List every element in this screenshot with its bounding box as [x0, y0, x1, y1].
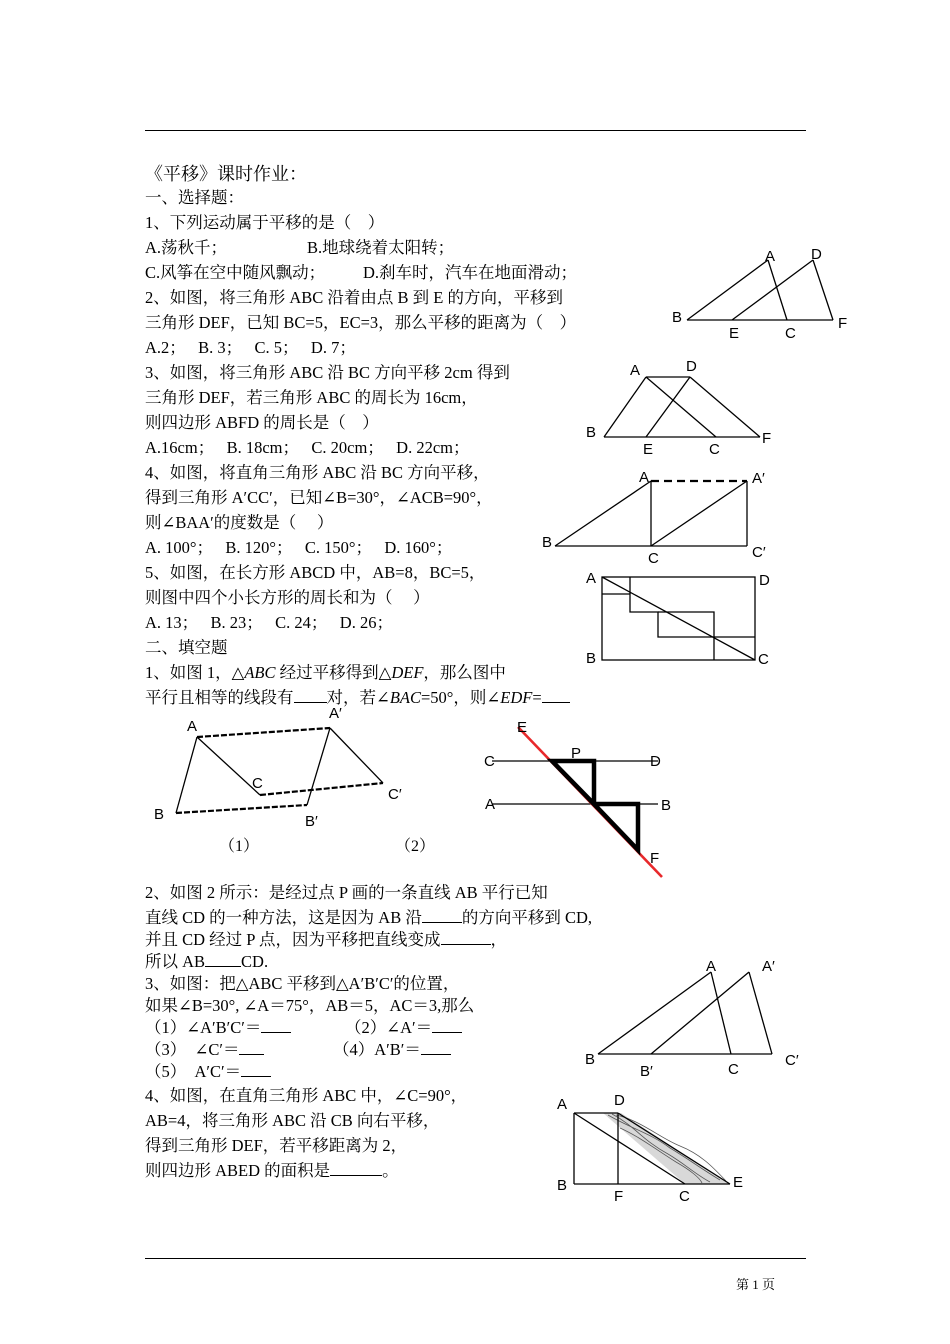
section-heading-fill: 二、填空题	[145, 638, 228, 657]
q3-line-3: 则四边形 ABFD 的周长是（ ）	[145, 413, 379, 432]
q4-figure	[540, 465, 780, 570]
f2-blank-line[interactable]	[441, 929, 491, 945]
f3-sub-3: （3） ∠C′＝	[145, 1039, 264, 1061]
f2-line-4: 所以 AB CD.	[145, 952, 269, 971]
q5-label-b: B	[586, 650, 597, 667]
q5-label-a: A	[586, 570, 597, 587]
f3-label-c-prime: C′	[785, 1052, 799, 1069]
f3-blank-1[interactable]	[261, 1017, 291, 1033]
f2-label-b: B	[661, 797, 672, 814]
q3-line-1: 3、如图，将三角形 ABC 沿 BC 方向平移 2cm 得到	[145, 363, 510, 382]
q1-stem: 1、下列运动属于平移的是（ ）	[145, 213, 385, 232]
f3-label-a-prime: A′	[762, 958, 775, 975]
f1-label-c-prime: C′	[388, 786, 402, 803]
q3-label-c: C	[709, 441, 720, 458]
f3-sub-5: （5） A′C′＝	[145, 1061, 271, 1083]
q2-line-2: 三角形 DEF，已知 BC=5，EC=3，那么平移的距离为（ ）	[145, 313, 577, 332]
f3-label-b-prime: B′	[640, 1063, 653, 1080]
f1-label-b-prime: B′	[305, 813, 318, 830]
f3-line-1: 3、如图：把△ABC 平移到△A′B′C′的位置，	[145, 974, 460, 993]
f1-line-1: 1、如图 1，△ABC 经过平移得到△DEF，那么图中	[145, 663, 506, 682]
page-number: 第 1 页	[736, 1277, 776, 1292]
f3-sub-2: （2）∠A′＝	[345, 1017, 462, 1039]
f3-sub-4: （4）A′B′＝	[333, 1039, 451, 1061]
q4-label-c: C	[648, 550, 659, 567]
q5-line-2: 则图中四个小长方形的周长和为（ ）	[145, 588, 430, 607]
q4-line-3: 则∠BAA′的度数是（ ）	[145, 513, 334, 532]
q5-line-1: 5、如图，在长方形 ABCD 中，AB=8，BC=5，	[145, 563, 486, 582]
footer-rule	[145, 1258, 806, 1259]
f4-figure	[550, 1088, 760, 1208]
f2-label-a: A	[485, 796, 496, 813]
f2-label-e: E	[517, 719, 528, 736]
q2-label-e: E	[729, 325, 740, 342]
q5-label-c: C	[758, 651, 769, 668]
f3-blank-5[interactable]	[241, 1061, 271, 1077]
f3-blank-2[interactable]	[432, 1017, 462, 1033]
page-title: 《平移》课时作业：	[145, 164, 307, 184]
f4-blank-area[interactable]	[330, 1160, 382, 1176]
q4-line-2: 得到三角形 A′CC′，已知∠B=30°，∠ACB=90°，	[145, 488, 493, 507]
f4-label-d: D	[614, 1092, 625, 1109]
f2-line-1: 2、如图 2 所示：是经过点 P 画的一条直线 AB 平行已知	[145, 883, 548, 902]
q2-label-b: B	[672, 309, 683, 326]
q3-label-d: D	[686, 358, 697, 375]
q2-line-1: 2、如图，将三角形 ABC 沿着由点 B 到 E 的方向，平移到	[145, 288, 564, 307]
q2-label-a: A	[765, 248, 776, 265]
q1-option-a: A.荡秋千；	[145, 238, 228, 257]
f4-shaded-region	[603, 1113, 730, 1184]
q3-label-a: A	[630, 362, 641, 379]
f2-label-c: C	[484, 753, 495, 770]
f4-label-a: A	[557, 1096, 568, 1113]
q2-label-d: D	[811, 246, 822, 263]
q3-label-b: B	[586, 424, 597, 441]
f2-blank-relation[interactable]	[205, 951, 241, 967]
q3-label-f: F	[762, 430, 772, 447]
q4-label-c-prime: C′	[752, 544, 766, 561]
q2-label-c: C	[785, 325, 796, 342]
f3-line-2: 如果∠B=30°, ∠A＝75°，AB＝5，AC＝3,那么	[145, 996, 475, 1015]
q1-option-d: D.刹车时，汽车在地面滑动；	[363, 263, 578, 282]
header-rule	[145, 130, 806, 131]
f4-label-c: C	[679, 1188, 690, 1205]
f3-label-a: A	[706, 958, 717, 975]
f4-line-2: AB=4，将三角形 ABC 沿 CB 向右平移，	[145, 1111, 440, 1130]
f4-line-3: 得到三角形 DEF，若平移距离为 2，	[145, 1136, 408, 1155]
q2-label-f: F	[838, 315, 848, 332]
q2-figure	[665, 240, 855, 345]
f2-label-d: D	[650, 753, 661, 770]
f4-label-b: B	[557, 1177, 568, 1194]
f1-blank-angle[interactable]	[542, 687, 570, 703]
f1-label-a-prime: A′	[329, 705, 342, 722]
q4-label-b: B	[542, 534, 553, 551]
f1-label-b: B	[154, 806, 165, 823]
f1-figure	[150, 700, 436, 860]
f1-label-a: A	[187, 718, 198, 735]
q3-options: A.16cm； B. 18cm； C. 20cm； D. 22cm；	[145, 438, 470, 457]
f4-line-1: 4、如图，在直角三角形 ABC 中，∠C=90°，	[145, 1086, 468, 1105]
f2-blank-direction[interactable]	[422, 907, 462, 923]
f4-line-4: 则四边形 ABED 的面积是 。	[145, 1161, 399, 1180]
f2-line-3: 并且 CD 经过 P 点，因为平移把直线变成 ，	[145, 930, 507, 949]
f3-label-c: C	[728, 1061, 739, 1078]
q5-figure	[580, 565, 780, 670]
q5-label-d: D	[759, 572, 770, 589]
q4-label-a: A	[639, 469, 650, 486]
q3-label-e: E	[643, 441, 654, 458]
f3-blank-4[interactable]	[421, 1039, 451, 1055]
f3-blank-3[interactable]	[239, 1039, 264, 1055]
f2-figure	[480, 715, 680, 880]
caption-2: （2）	[395, 838, 436, 855]
q3-figure	[580, 355, 780, 460]
q5-options: A. 13； B. 23； C. 24； D. 26；	[145, 613, 393, 632]
section-heading-choice: 一、选择题：	[145, 188, 244, 207]
q3-line-2: 三角形 DEF，若三角形 ABC 的周长为 16cm，	[145, 388, 478, 407]
f2-label-p: P	[571, 745, 582, 762]
q4-options: A. 100°； B. 120°； C. 150°； D. 160°；	[145, 538, 453, 557]
f4-label-f: F	[614, 1188, 624, 1205]
f1-line-2: 平行且相等的线段有 对，若∠BAC=50°，则∠EDF=	[145, 687, 570, 709]
f3-sub-1: （1）∠A′B′C′＝	[145, 1017, 291, 1039]
f3-figure	[580, 955, 810, 1080]
f1-label-c: C	[252, 775, 263, 792]
caption-1: （1）	[219, 838, 260, 855]
q4-line-1: 4、如图，将直角三角形 ABC 沿 BC 方向平移，	[145, 463, 490, 482]
f3-label-b: B	[585, 1051, 596, 1068]
f2-line-2: 直线 CD 的一种方法，这是因为 AB 沿 的方向平移到 CD,	[145, 908, 593, 927]
q1-option-b: B.地球绕着太阳转；	[307, 238, 455, 257]
q4-label-a-prime: A′	[752, 470, 765, 487]
q2-options: A.2； B. 3； C. 5； D. 7；	[145, 338, 356, 357]
f4-label-e: E	[733, 1174, 744, 1191]
q1-option-c: C.风筝在空中随风飘动；	[145, 263, 326, 282]
f2-label-f: F	[650, 850, 660, 867]
